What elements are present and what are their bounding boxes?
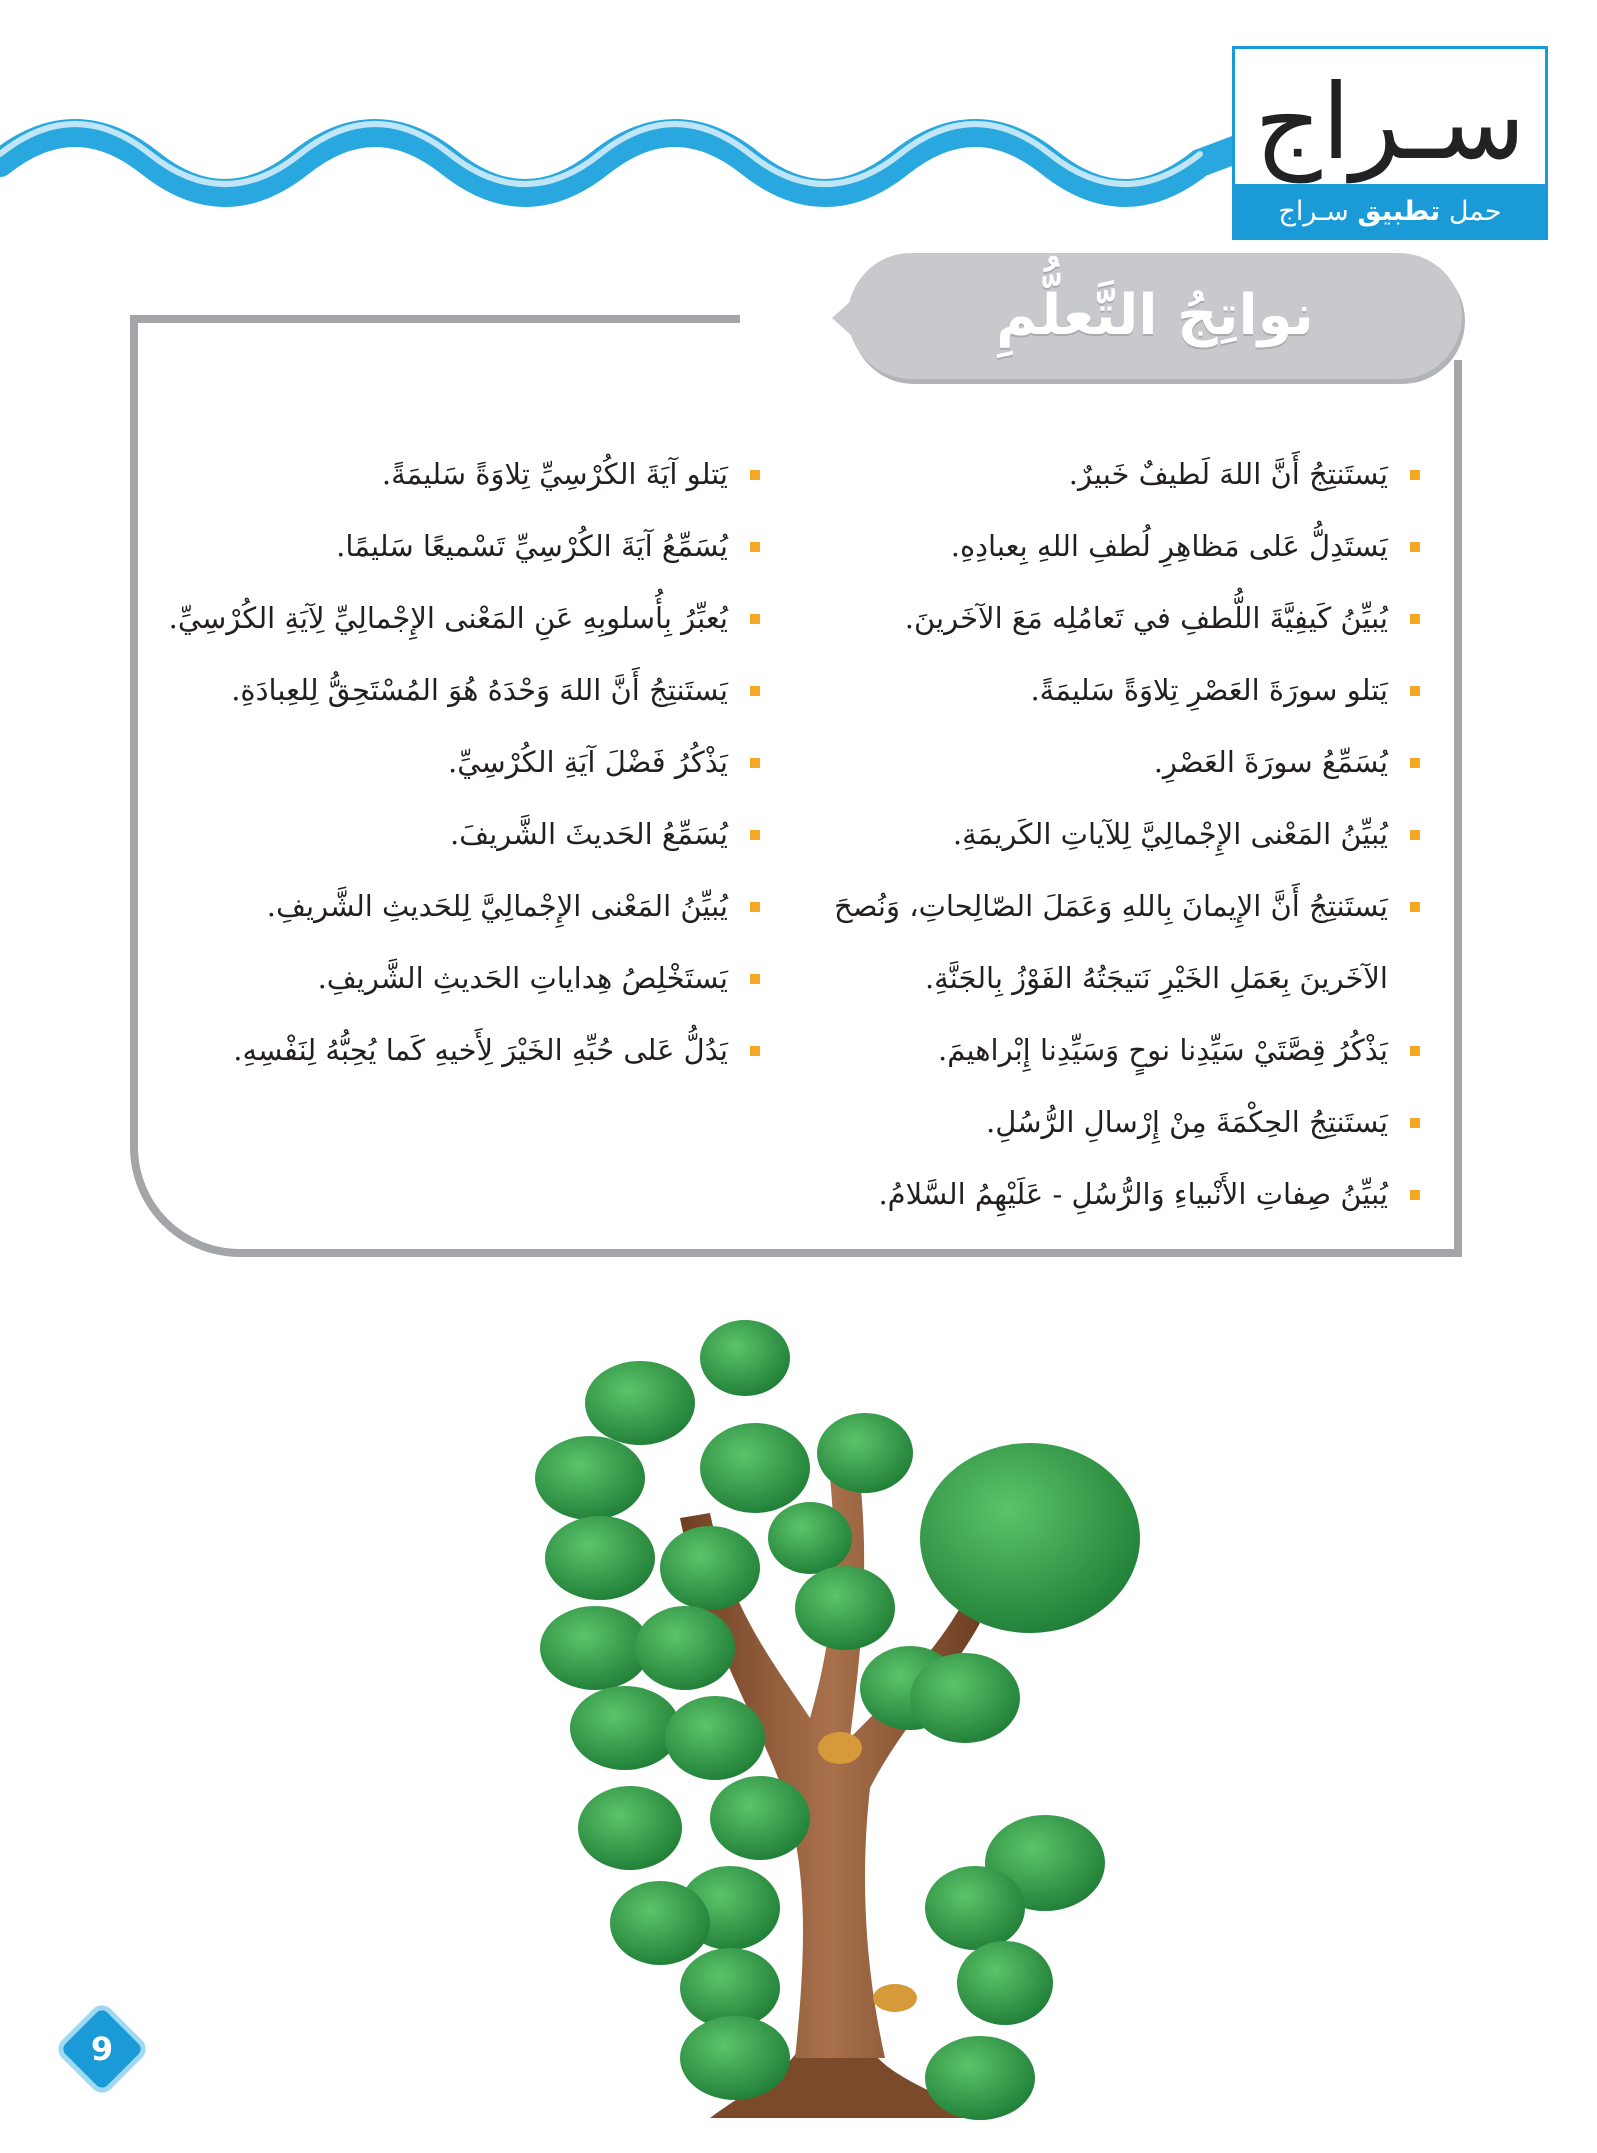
prophets-tree-illustration <box>510 1318 1170 2128</box>
list-item: يَستَنتِجُ الحِكْمَةَ مِنْ إِرْسالِ الرُّسُلِ. <box>760 1086 1420 1158</box>
page-number: 9 <box>90 2030 114 2068</box>
bullet-icon <box>1410 542 1420 552</box>
branch-stump <box>873 1984 917 2012</box>
logo-title: سـراج <box>1254 61 1526 183</box>
list-item: يُبيِّنُ المَعْنى الإِجْمالِيَّ لِلآياتِ الكَريمَةِ. <box>760 798 1420 870</box>
siraj-logo[interactable] <box>1232 46 1548 240</box>
bullet-icon <box>750 758 760 768</box>
bullet-icon <box>750 1046 760 1056</box>
list-item: يُعبِّرُ بِأُسلوبِهِ عَنِ المَعْنى الإِجْمالِيِّ لِآيَةِ الكُرْسِيِّ. <box>150 582 760 654</box>
bullet-icon <box>1410 902 1420 912</box>
bullet-icon <box>1410 1190 1420 1200</box>
list-item: يَستَخْلِصُ هِداياتِ الحَديثِ الشَّريفِ. <box>150 942 760 1014</box>
branch-stump <box>818 1732 862 1764</box>
bullet-icon <box>1410 1118 1420 1128</box>
list-item: يَستَنتِجُ أَنَّ اللهَ لَطيفٌ خَبيرٌ. <box>760 438 1420 510</box>
outcomes-list-left <box>150 438 760 1086</box>
list-item: يَتلو سورَةَ العَصْرِ تِلاوَةً سَليمَةً. <box>760 654 1420 726</box>
bullet-icon <box>1410 686 1420 696</box>
header-wave-decoration <box>0 118 1240 208</box>
bullet-icon <box>1410 614 1420 624</box>
list-item: يَتلو آيَةَ الكُرْسِيِّ تِلاوَةً سَليمَةً. <box>150 438 760 510</box>
frame-top-border <box>130 315 740 323</box>
bullet-icon <box>750 902 760 912</box>
bullet-icon <box>1410 470 1420 480</box>
list-item: يُبيِّنُ المَعْنى الإِجْمالِيَّ لِلحَديثِ الشَّريفِ. <box>150 870 760 942</box>
list-item: يُبيِّنُ كَيفِيَّةَ اللُّطفِ في تَعامُلِه مَعَ الآخَرينَ. <box>760 582 1420 654</box>
list-item: يُسَمِّعُ سورَةَ العَصْرِ. <box>760 726 1420 798</box>
bullet-icon <box>1410 1046 1420 1056</box>
list-item: يَستَدِلُّ عَلى مَظاهِرِ لُطفِ اللهِ بِعبادِهِ. <box>760 510 1420 582</box>
bullet-icon <box>750 830 760 840</box>
list-item: يُسَمِّعُ الحَديثَ الشَّريفَ. <box>150 798 760 870</box>
list-item: يَستَنتِجُ أَنَّ اللهَ وَحْدَهُ هُوَ المُسْتَحِقُّ لِلعِبادَةِ. <box>150 654 760 726</box>
tagline-prefix: حمل <box>1448 196 1502 227</box>
logo-tagline <box>1232 184 1548 240</box>
tagline-suffix: سـراج <box>1278 196 1349 227</box>
bullet-icon <box>750 614 760 624</box>
section-title: نواتِجُ التَّعلُّمِ <box>996 283 1314 348</box>
bullet-icon <box>750 974 760 984</box>
list-item: يُبيِّنُ صِفاتِ الأَنْبياءِ وَالرُّسُلِ - عَلَيْهِمُ السَّلامُ. <box>760 1158 1420 1230</box>
list-item: يَذْكُرُ فَضْلَ آيَةِ الكُرْسِيِّ. <box>150 726 760 798</box>
list-item: يَذْكُرُ قِصَّتَيْ سَيِّدِنا نوحٍ وَسَيِّدِنا إِبْراهيمَ. <box>760 1014 1420 1086</box>
bullet-icon <box>1410 758 1420 768</box>
list-item: يَدُلُّ عَلى حُبِّهِ الخَيْرَ لِأَخيهِ كَما يُحِبُّهُ لِنَفْسِهِ. <box>150 1014 760 1086</box>
tagline-bold: تطبيق <box>1357 196 1441 227</box>
bullet-icon <box>750 542 760 552</box>
frame-right-border <box>1454 360 1462 1257</box>
bullet-icon <box>1410 830 1420 840</box>
outcomes-list-right <box>760 438 1420 1230</box>
bullet-icon <box>750 470 760 480</box>
bullet-icon <box>750 686 760 696</box>
list-item: يَستَنتِجُ أَنَّ الإِيمانَ بِاللهِ وَعَمَلَ الصّالِحاتِ، وَنُصحَ الآخَرينَ بِعَمَلِ الخَيْرِ نَتيجَتُهُ الفَوْزُ بِالجَنَّةِ. <box>760 870 1420 1014</box>
list-item: يُسَمِّعُ آيَةَ الكُرْسِيِّ تَسْميعًا سَليمًا. <box>150 510 760 582</box>
